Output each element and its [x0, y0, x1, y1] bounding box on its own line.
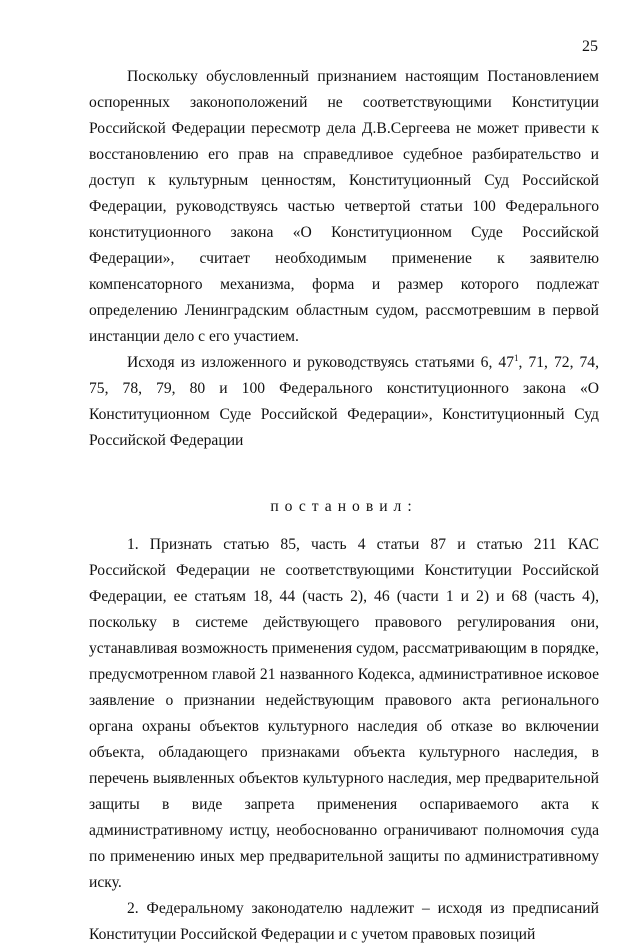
- resolution-item-1: 1. Признать статью 85, часть 4 статьи 87 и статью 211 КАС Российской Федерации не соответствующими Конституции Российской Федерации, ее статьям 18, 44 (часть 2), 46 (части 1 и 2) и 68 (часть 4), поскольку в системе действующего правового регулирования они, устанавливая возможность применения судом, рассматривающим в порядке, предусмотренном главой 21 названного Кодекса, административное исковое заявление о признании недействующим правового акта регионального органа охраны объектов культурного наследия об отказе во включении объекта, обладающего признаками объекта культурного наследия, в перечень выявленных объектов культурного наследия, мер предварительной защиты в виде запрета применения оспариваемого акта к административному истцу, необоснованно ограничивают полномочия суда по применению иных мер предварительной защиты по административному иску.: [89, 536, 599, 891]
- legal-basis-text-start: Исходя из изложенного и руководствуясь статьями 6, 47: [127, 354, 514, 371]
- document-body: [89, 64, 599, 948]
- paragraph-legal-basis: [89, 350, 599, 454]
- decision-heading: постановил:: [270, 498, 418, 515]
- resolution-item-2: 2. Федеральному законодателю надлежит – исходя из предписаний Конституции Российской Федерации и с учетом правовых позиций: [89, 900, 599, 943]
- page-number: 25: [582, 38, 598, 55]
- legal-basis-text-end: , 71, 72, 74, 75, 78, 79, 80 и 100 Федерального конституционного закона «О Конституционном Суде Российской Федерации», Конституционный Суд Российской Федерации: [89, 354, 600, 449]
- article-superscript: 1: [514, 352, 519, 363]
- paragraph-compensation: Поскольку обусловленный признанием настоящим Постановлением оспоренных законоположений не соответствующими Конституции Российской Федерации пересмотр дела Д.В.Сергеева не может привести к восстановлению его прав на справедливое судебное разбирательство и доступ к культурным ценностям, Конституционный Суд Российской Федерации, руководствуясь частью четвертой статьи 100 Федерального конституционного закона «О Конституционном Суде Российской Федерации», считает необходимым применение к заявителю компенсаторного механизма, форма и размер которого подлежат определению Ленинградским областным судом, рассмотревшим в первой инстанции дело с его участием.: [89, 68, 599, 345]
